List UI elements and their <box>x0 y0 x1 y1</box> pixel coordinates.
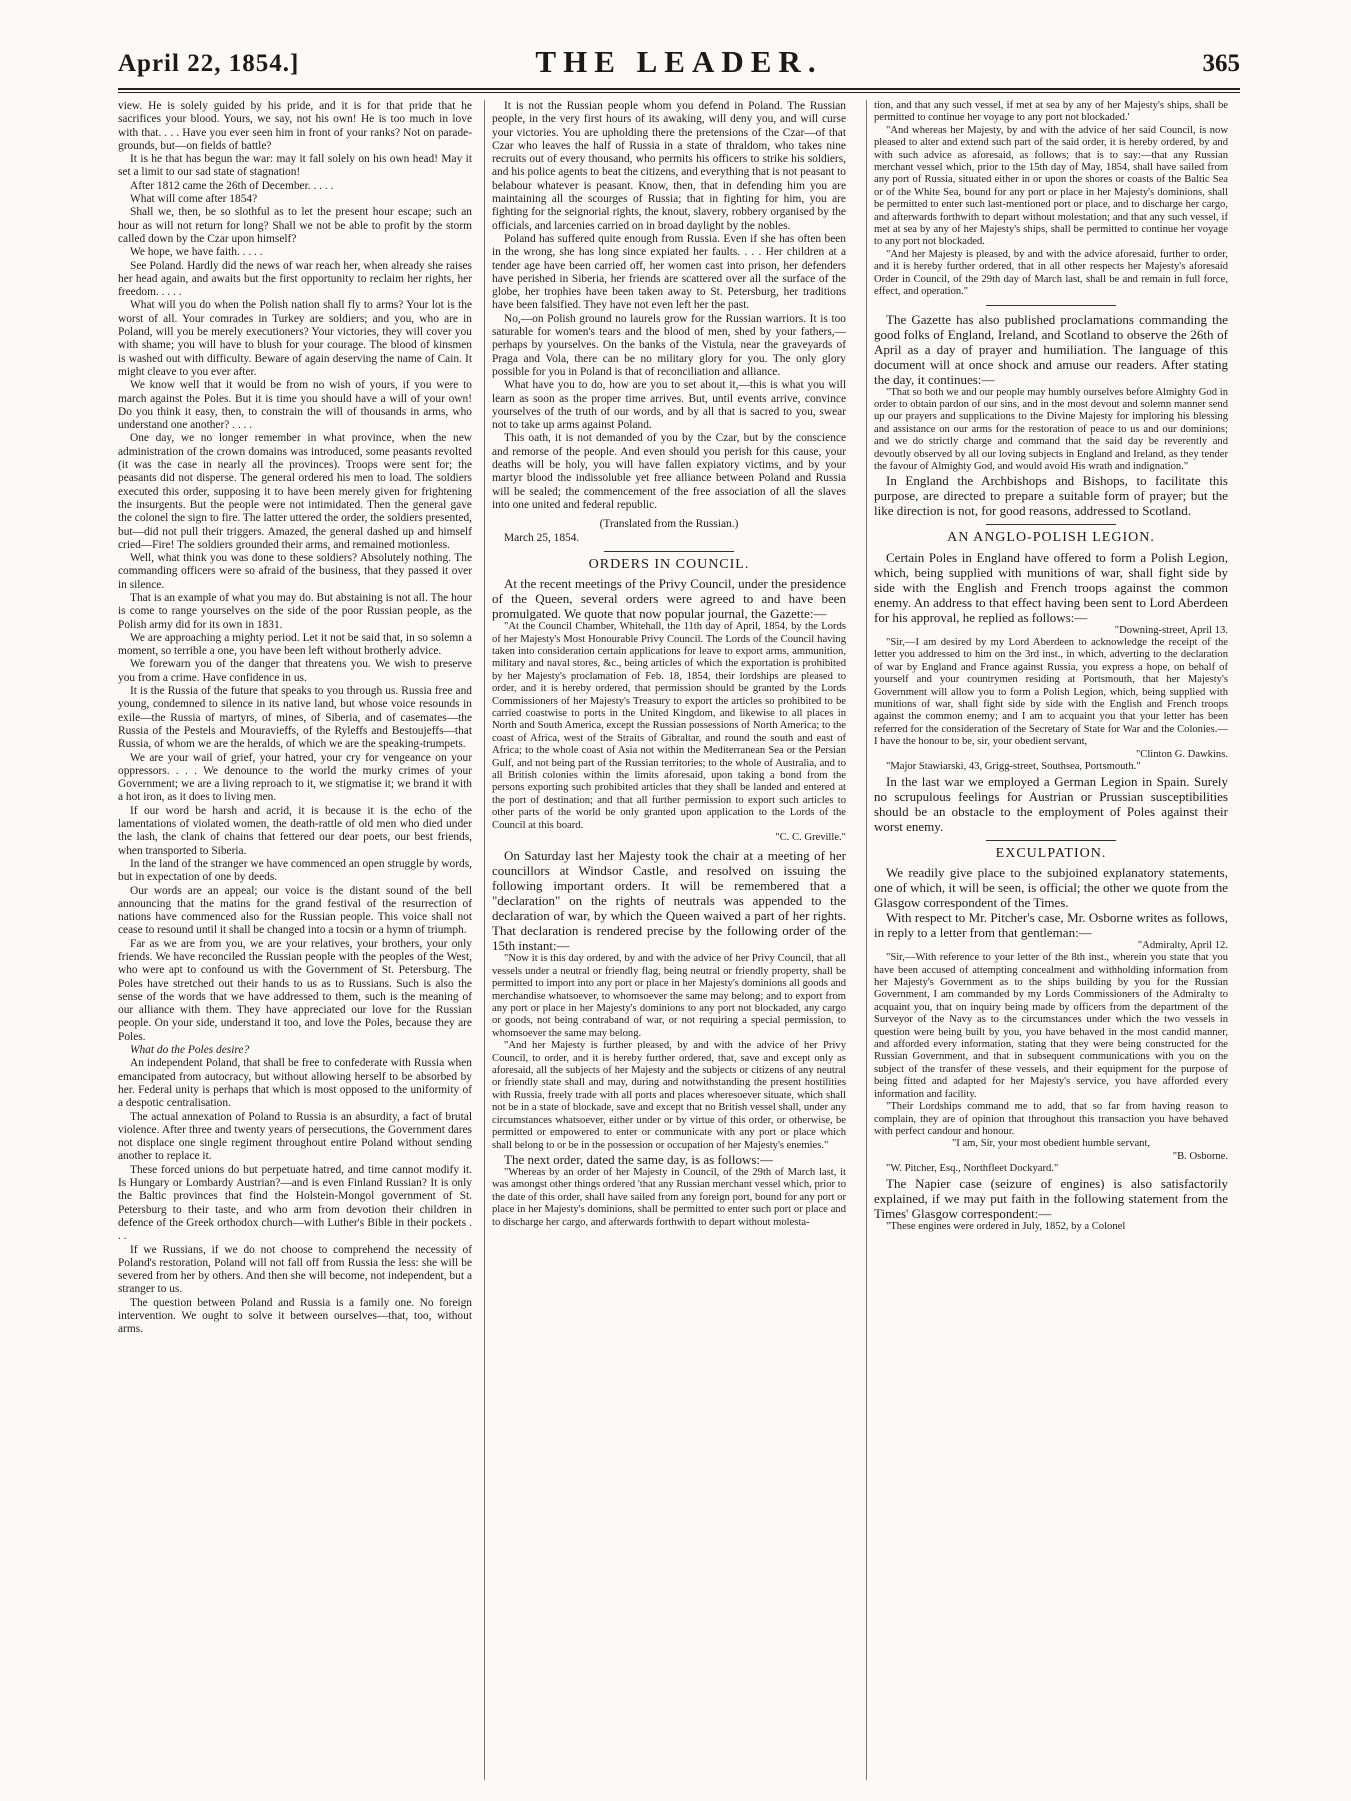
column-3 <box>874 100 1228 1790</box>
letter-dateline: "Downing-street, April 13. <box>1114 624 1228 636</box>
paragraph: view. He is solely guided by his pride, and it is for that pride that he sacrifices your blood. Yours, we say, not his own! He is too much in love with that. . . . Have you ever seen him in front of your ranks? Not on parade-grounds, but—on fields of battle? <box>118 100 472 152</box>
signature: "B. Osborne. <box>1172 1150 1228 1162</box>
section-heading-exculpation: EXCULPATION. <box>995 845 1107 861</box>
signature: "Clinton G. Dawkins. <box>1135 748 1228 760</box>
page-number: 365 <box>1202 50 1240 77</box>
section-rule <box>604 551 734 552</box>
paragraph: We know well that it would be from no wish of yours, if you were to march against the Poles. But it is time you should have a will of your own! Do you think it easy, then, to constrain the will of thousands in arms, who understand one another? . . . . <box>118 379 472 432</box>
paragraph: We hope, we have faith. . . . . <box>130 246 263 259</box>
paragraph: With respect to Mr. Pitcher's case, Mr. Osborne writes as follows, in reply to a letter from that gentleman:— <box>874 909 1228 940</box>
paragraph: The Gazette has also published proclamations commanding the good folks of England, Ireland, and Scotland to observe the 26th of April as a day of prayer and humiliation. The language of this document will at once shock and amuse our readers. After stating the day, it continues:— <box>874 311 1228 387</box>
paragraph: One day, we no longer remember in what province, when the new administration of the crown domains was introduced, some peasants revolted (it was the case in nearly all the provinces). Troops were sent for; the peasants did not disperse. The general ordered his men to load. The soldiers executed this order, supposing it to have been merely given for frightening the insurgents. But the people were not intimidated. Then the general gave the colonel the sign to fire. The latter uttered the order, the soldiers presented, but—did not pull their triggers. Amazed, the general dashed up and himself cried—Fire! The soldiers grounded their arms, and remained motionless. <box>118 432 472 551</box>
order-text: "And her Majesty is further pleased, by and with the advice of her Privy Council, to order, and it is hereby further ordered, that, save and except only as aforesaid, all the subjects of her Majesty and the subjects or citizens of any neutral or friendly state shall and may, during and notwithstanding the present hostilities with Russia, freely trade with all ports and places wheresoever situate, which shall not be in a state of blockade, save and except that no British vessel shall, under any circumstances whatsoever, either under or by virtue of this order, or otherwise, be permitted or empowered to enter or communicate with any port or place which shall belong to or be in the possession or occupation of her Majesty's enemies." <box>492 1040 846 1151</box>
order-text: "And her Majesty is pleased, by and with the advice aforesaid, further to order, and it is hereby further ordered, that in all other respects her Majesty's aforesaid Order in Council, of the 29th day of March last, shall be and remain in full force, effect, and operation." <box>874 248 1228 298</box>
paragraph: In the land of the stranger we have commenced an open struggle by words, but in expectation of one by deeds. <box>118 857 472 884</box>
paragraph: The question between Poland and Russia is a family one. No foreign intervention. We ought to solve it between ourselves—that, too, without arms. <box>118 1296 472 1336</box>
paragraph: If we Russians, if we do not choose to comprehend the necessity of Poland's restoration, Poland will not fall off from Russia the less: she will be severed from her by others. And then she will become, not independent, but a stranger to us. <box>118 1243 472 1296</box>
section-heading-anglo-polish-legion: AN ANGLO-POLISH LEGION. <box>947 530 1155 546</box>
section-rule <box>986 524 1116 525</box>
letter-addressee: "Major Stawiarski, 43, Grigg-street, Southsea, Portsmouth." <box>886 761 1141 773</box>
masthead-rule-thin <box>118 92 1240 93</box>
column-1 <box>118 100 472 1790</box>
newspaper-title: THE LEADER. <box>535 44 823 79</box>
letter-body: "Their Lordships command me to add, that so far from having reason to complain, they are of opinion that throughout this transaction you have behaved with perfect candour and honour. <box>874 1101 1228 1137</box>
letter-body: "Sir,—I am desired by my Lord Aberdeen to acknowledge the receipt of the letter you addressed to him on the 3rd inst., in which, adverting to the declaration of war by England and France against Russia, you express a hope, on behalf of yourself and your countrymen residing at Portsmouth, that her Majesty's Government will allow you to form a Polish Legion, which, being supplied with munitions of war, shall fight side by side with the English and French troops against the common enemy; and I am to acquaint you that your letter has been referred for the consideration of the Secretary of State for War and the Colonies.—I have the honour to be, sir, your obedient servant, <box>874 637 1228 748</box>
section-heading-orders-in-council: ORDERS IN COUNCIL. <box>588 556 750 572</box>
paragraph: What will come after 1854? <box>130 193 258 206</box>
paragraph: We forewarn you of the danger that threatens you. We wish to preserve you from a crime. Have confidence in us. <box>118 658 472 684</box>
paragraph: What have you to do, how are you to set about it,—this is what you will learn as soon as the proper time arrives. But, until events arrive, convince yourselves of the truth of our words, and by all that is sacred to you, swear not to take up arms against Poland. <box>492 379 846 432</box>
quotation: "These engines were ordered in July, 1852, by a Colonel <box>886 1220 1126 1232</box>
paragraph: Certain Poles in England have offered to form a Polish Legion, which, being supplied with munitions of war, shall fight side by side with the English and French troops against the common enemy. An address to that effect having been sent to Lord Aberdeen for his approval, he replied as follows:— <box>874 549 1228 625</box>
quotation: "That so both we and our people may humbly ourselves before Almighty God in order to obtain pardon of our sins, and in the most devout and solemn manner send up our prayers and supplications to the Divine Majesty for imploring his blessing and assistance on our arms for the restoration of peace to us and our dominions; and we do strictly charge and command that the said day be reverently and devoutly observed by all our loving subjects in England and Ireland, as they tender the favour of Almighty God, and would avoid His wrath and indignation." <box>874 386 1228 472</box>
paragraph: See Poland. Hardly did the news of war reach her, when already she raises her head again, and awaits but the first opportunity to reclaim her rights, her freedom. . . . . <box>118 259 472 299</box>
paragraph: That is an example of what you may do. But abstaining is not all. The hour is come to range yourselves on the side of the poor Russian people, as the Polish army did for its own in 1831. <box>118 591 472 631</box>
column-2 <box>492 100 846 1790</box>
paragraph: At the recent meetings of the Privy Council, under the presidence of the Queen, several orders were agreed to and have been promulgated. We quote that now popular journal, the Gazette:— <box>492 576 846 622</box>
paragraph: An independent Poland, that shall be free to confederate with Russia when emancipated from autocracy, but without allowing herself to be absorbed by her. Federal unity is perhaps that which is most opposed to the uniformity of a despotic centralisation. <box>118 1057 472 1110</box>
paragraph: It is the Russia of the future that speaks to you through us. Russia free and young, condemned to silence in its native land, but whose voice resounds in exile—the Russia of martyrs, of mines, of Siberia, and of casemates—the Russia of the Pestels and Mouravieffs, of the Ryleffs and Bestoujeffs—that Russia, of whom we are the heralds, of which we are the speaking-trumpets. <box>118 685 472 751</box>
paragraph: The next order, dated the same day, is as follows:— <box>504 1151 774 1167</box>
letter-addressee: "W. Pitcher, Esq., Northfleet Dockyard." <box>886 1163 1059 1175</box>
order-text: "Whereas by an order of her Majesty in Council, of the 29th of March last, it was amongst other things ordered 'that any Russian merchant vessel which, prior to the date of this order, shall have sailed from any foreign port, bound for any port or place in her Majesty's dominions, shall be permitted to enter such port or place and to discharge her cargo, and afterwards forthwith to depart without molesta- <box>492 1166 846 1228</box>
letter-body: "Sir,—With reference to your letter of the 8th inst., wherein you state that you have been accused of attempting concealment and withholding information from her Majesty's Government as to the ships building by you for the Russian Government, I am commanded by my Lords Commissioners of the Admiralty to acquaint you, that on inquiry being made by officers from the department of the Surveyor of the Navy as to the circumstances under which the two vessels in question were being built by you, you have behaved in the most candid manner, and afforded every information, stating that they were being constructed for the Russian Government, and that in subsequent communications with you on the subject of the transfer of these vessels, and their equipment for the purpose of being fitted and adapted for her Majesty's service, you have afforded every information and facility. <box>874 952 1228 1100</box>
paragraph: It is not the Russian people whom you defend in Poland. The Russian people, in the very first hours of its awaking, will deny you, and will curse your victories. You are upholding there the pretensions of the Czar—of that Czar who leaves the half of Russia in a state of thraldom, who takes nine recruits out of every thousand, who permits his officers to strike his soldiers, and his police agents to beat the citizens, and everything that is not peasant to belabour whatever is peasant. Know, then, that in defending him you are maintaining all the scourges of Russia; that in fighting for him, you are fighting for the seignorial rights, the knout, slavery, robbery organised by the officials, and larcenies carried on in broad daylight by the nobles. <box>492 100 846 232</box>
paragraph: If our word be harsh and acrid, it is because it is the echo of the lamentations of violated women, the death-rattle of old men who died under the lash, the clank of chains that fettered our dear poets, our best friends, when transported to Siberia. <box>118 804 472 857</box>
paragraph: We are approaching a mighty period. Let it not be said that, in so solemn a moment, so terrible a one, you have been left without brotherly advice. <box>118 631 472 658</box>
column-divider <box>866 100 867 1780</box>
order-text: tion, and that any such vessel, if met at sea by any of her Majesty's ships, shall be permitted to continue her voyage to any port not blockaded.' <box>874 100 1228 124</box>
paragraph: In the last war we employed a German Legion in Spain. Surely no scrupulous feelings for Austrian or Prussian susceptibilities should be an obstacle to the employment of Poles against their worst enemy. <box>874 773 1228 834</box>
paragraph: The actual annexation of Poland to Russia is an absurdity, a fact of brutal violence. After three and twenty years of persecutions, the Government dares not displace one single regiment throughout entire Poland without sending another to replace it. <box>118 1110 472 1163</box>
letter-closing: "I am, Sir, your most obedient humble servant, <box>951 1138 1151 1150</box>
paragraph: We readily give place to the subjoined explanatory statements, one of which, it will be seen, is official; the other we quote from the Glasgow correspondent of the Times. <box>874 864 1228 910</box>
paragraph: These forced unions do but perpetuate hatred, and time cannot modify it. Is Hungary or Lombardy Austrian?—and is even Finland Russian? It is only the Baltic provinces that find the Holstein-Mongol government of St. Petersburg to their taste, and who arm from devotion their children in defence of the Greek orthodox church—with Luther's Bible in their pockets . . . <box>118 1163 472 1243</box>
paragraph: What will you do when the Polish nation shall fly to arms? Your lot is the worst of all. Your comrades in Turkey are soldiers; and you, who are in Poland, will you be merely executioners? Your victories, they will cover you with shame; you will have to blush for your courage. The blood of kinsmen is washed out with difficulty. Beware of again deserving the name of Cain. It might cleave to you ever after. <box>118 299 472 378</box>
paragraph: The Napier case (seizure of engines) is also satisfactorily explained, if we may put faith in the following statement from the Times' Glasgow correspondent:— <box>874 1175 1228 1221</box>
section-rule <box>986 305 1116 306</box>
dateline: March 25, 1854. <box>504 531 580 544</box>
order-text: "And whereas her Majesty, by and with the advice of her said Council, is now pleased to alter and extend such part of the said order, it is hereby ordered, by and with such advice as aforesaid, as follows; that is to say:—that any Russian merchant vessel which, prior to the 15th day of May, 1854, shall have sailed from any port of Russia, situated either in or upon the shores or coasts of the Baltic Sea or of the White Sea, bound for any port or place in her Majesty's dominions, shall be permitted to enter such last-mentioned port or place, and to discharge her cargo, and afterwards forthwith to depart without molestation; and that any such vessel, if met at sea by any of her Majesty's ships, shall be permitted to continue her voyage to any port not blockaded. <box>874 124 1228 248</box>
order-text: "At the Council Chamber, Whitehall, the 11th day of April, 1854, by the Lords of her Majesty's Most Honourable Privy Council. The Lords of the Council having taken into consideration certain applications for leave to export arms, ammunition, military and naval stores, &c., being articles of which the exportation is prohibited by her Majesty's proclamation of Feb. 18, 1854, their lordships are pleased to order, and it is hereby ordered, that permission should be granted by the Lords Commissioners of her Majesty's Treasury to export the articles so prohibited to be carried coastwise to ports in the United Kingdom, and likewise to all places in North and South America, except the Russian possessions of North America; to the coast of Africa, west of the Straits of Gibraltar, and round the south and east of Africa; to the whole coast of Asia not within the Mediterranean Sea or the Persian Gulf, and not being part of the Russian territories; to the whole of Australia, and to all British colonies within the limits aforesaid, upon taking a bond from the persons exporting such prohibited articles that they shall be landed and entered at the port of destination; and that all further permission to export such articles to other parts of the world be only granted upon application to the Lords of the Council at this board. <box>492 621 846 831</box>
issue-date: April 22, 1854.] <box>118 50 300 77</box>
paragraph: After 1812 came the 26th of December. . . . . <box>130 179 334 192</box>
paragraph: On Saturday last her Majesty took the chair at a meeting of her councillors at Windsor Castle, and resolved on issuing the following important orders. It will be remembered that a "declaration" on the rights of neutrals was appended to the declaration of war, by which the Queen waived a part of her rights. That declaration is rendered precise by the following order of the 15th instant:— <box>492 848 846 954</box>
paragraph: It is he that has begun the war: may it fall solely on his own head! May it set a limit to our sad state of stagnation! <box>118 153 472 179</box>
signature: "C. C. Greville." <box>775 832 846 843</box>
paragraph: In England the Archbishops and Bishops, to facilitate this purpose, are directed to prepare a suitable form of prayer; but the like direction is not, for good reasons, addressed to Scotland. <box>874 473 1228 519</box>
paragraph: No,—on Polish ground no laurels grow for the Russian warriors. It is too saturable for women's tears and the blood of men, shed by your fathers,—perhaps by yourselves. On the banks of the Vistula, near the graveyards of Praga and Vola, there can be no military glory for you. The only glory possible for you in Poland is that of reconciliation and alliance. <box>492 312 846 378</box>
letter-dateline: "Admiralty, April 12. <box>1137 939 1228 951</box>
paragraph: Well, what think you was done to these soldiers? Absolutely nothing. The commanding officers were so afraid of the business, that they passed it over in silence. <box>118 552 472 591</box>
paragraph: We are your wail of grief, your hatred, your cry for vengeance on your oppressors. . . . We denounce to the world the murky crimes of your Government; we are a living reproach to it, we stigmatise it; we brand it with a hot iron, as it does to living men. <box>118 751 472 804</box>
paragraph: Our words are an appeal; our voice is the distant sound of the bell announcing that the matins for the grand festival of the resurrection of nations have commenced also for the Russian people. This voice shall not cease to resound until it shall be changed into a tocsin or a hymn of triumph. <box>118 884 472 937</box>
paragraph: Far as we are from you, we are your relatives, your brothers, your only friends. We have reconciled the Russian people with the peoples of the West, who were apt to confound us with the Government of St. Petersburg. The Poles have stretched out their hands to us as to Russians. Such is also the sense of the words that we have addressed to them, such is the meaning of our alliance with them. They have appreciated our love for the Russian people. On your side, understand it too, and love the Poles, because they are Poles. <box>118 937 472 1043</box>
translation-note: (Translated from the Russian.) <box>599 518 739 531</box>
masthead <box>118 44 1240 84</box>
paragraph: Shall we, then, be so slothful as to let the present hour escape; such an hour as will not return for long? Shall we not be able to profit by the storm called down by the Czar upon himself? <box>118 206 472 245</box>
paragraph: This oath, it is not demanded of you by the Czar, but by the conscience and remorse of the people. And even should you perish for this cause, your deaths will be holy, you will have fallen expiatory victims, and by your martyr blood the indissoluble yet free alliance between Poland and Russia will be sealed; the commencement of the free association of all the slaves into one united and federal republic. <box>492 432 846 511</box>
masthead-rule <box>118 88 1240 90</box>
section-rule <box>986 840 1116 841</box>
order-text: "Now it is this day ordered, by and with the advice of her Privy Council, that all vessels under a neutral or friendly flag, being neutral or friendly property, shall be permitted to import into any port or place in her Majesty's dominions all goods and merchandise whatsoever, to whomsoever the same may belong; and to export from any port or place in her Majesty's dominions to any port not blockaded, any cargo or goods, not being contraband of war, or not requiring a special permission, to whomsoever the same may belong. <box>492 953 846 1039</box>
paragraph: Poland has suffered quite enough from Russia. Even if she has often been in the wrong, she has long since expiated her faults. . . . Her children at a tender age have been carried off, her women cast into prison, her defenders have perished in Siberia, her friends are scattered over all the surface of the globe, her trophies have been taken away to St. Petersburg, her traditions have been falsified. They have not even left her the past. <box>492 232 846 312</box>
paragraph: What do the Poles desire? <box>130 1044 250 1057</box>
column-divider <box>484 100 485 1780</box>
